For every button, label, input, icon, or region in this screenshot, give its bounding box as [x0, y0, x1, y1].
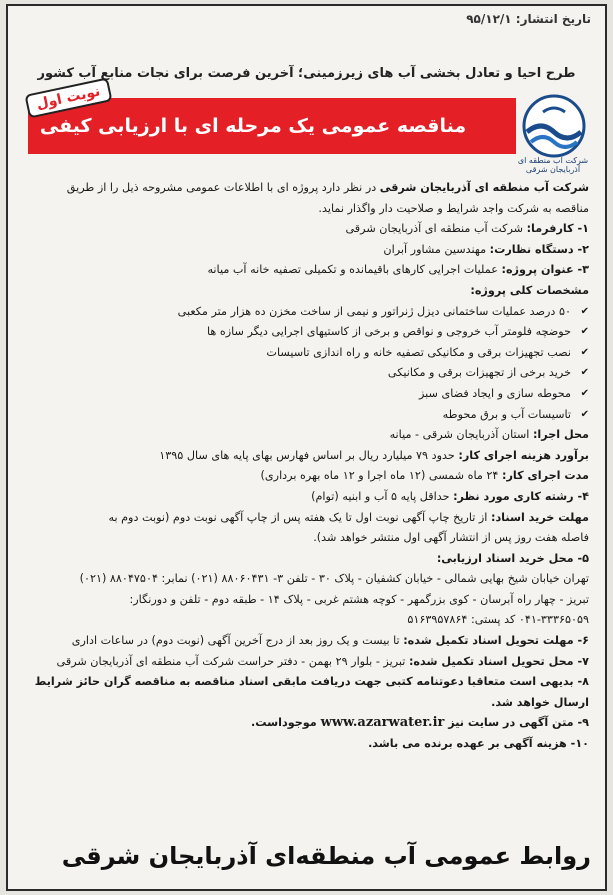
- project-label: ۳- عنوان پروژه:: [501, 263, 589, 277]
- tabriz-phone: ۰۴۱-۳۳۳۶۵۰۵۹ کد پستی: ۵۱۶۳۹۵۷۸۶۴: [407, 613, 589, 627]
- tabriz-address: تبریز - چهار راه آبرسان - کوی بزرگمهر - کوچه هشتم غربی - پلاک ۱۴ - طبقه دوم - تلفن و دورنگار:: [129, 592, 589, 606]
- employer-line: [22, 219, 589, 240]
- purchase-line: [22, 508, 589, 529]
- footer-signature: روابط عمومی آب منطقه‌ای آذربایجان شرقی: [61, 842, 591, 870]
- purchase-label: مهلت خرید اسناد:: [490, 510, 589, 524]
- deadline-label: ۶- مهلت تحویل اسناد تکمیل شده:: [403, 634, 589, 648]
- spec-item: ✔ خرید برخی از تجهیزات برقی و مکانیکی: [22, 363, 589, 384]
- purchase-line-2: فاصله هفت روز پس از انتشار آگهی اول منتشر خواهد شد).: [313, 531, 589, 545]
- grade-value: حداقل پایه ۵ آب و ابنیه (توام): [311, 489, 454, 503]
- deadline-line: [22, 631, 589, 652]
- tehran-address: تهران خیابان شیخ بهایی شمالی - خیابان کشفیان - پلاک ۳۰ - تلفن ۳- ۸۸۰۶۰۴۳۱ (۰۲۱) نمابر: ۸۸۰۴۷۵۰۴ (۰۲۱): [79, 572, 589, 586]
- location-label: محل اجرا:: [532, 428, 589, 442]
- spec-item: ✔ حوضچه فلومتر آب خروجی و نواقص و برخی از کاستیهای اجرایی دیگر سازه ها: [22, 322, 589, 343]
- note-9-pre: ۹- متن آگهی در سایت نیز: [444, 716, 589, 730]
- place-heading: ۵- محل خرید اسناد ارزیابی:: [436, 551, 589, 565]
- project-line: [22, 260, 589, 281]
- supervisor-value: مهندسین مشاور آبران: [383, 242, 490, 256]
- duration-line: [22, 466, 589, 487]
- supervisor-label: ۲- دستگاه نظارت:: [489, 242, 589, 256]
- cost-label: برآورد هزینه اجرای کار:: [458, 448, 589, 462]
- note-10: ۱۰- هزینه آگهی بر عهده برنده می باشد.: [368, 737, 589, 751]
- employer-value: شرکت آب منطقه ای آذربایجان شرقی: [345, 222, 527, 236]
- specs-heading: مشخصات کلی پروژه:: [470, 283, 589, 297]
- website-link[interactable]: www.azarwater.ir: [320, 715, 445, 731]
- publication-date: تاریخ انتشار: ۹۵/۱۲/۱: [466, 12, 591, 26]
- supervisor-line: [22, 240, 589, 261]
- round-badge: نوبت اول: [24, 77, 112, 118]
- spec-item: ✔ نصب تجهیزات برقی و مکانیکی تصفیه خانه و راه اندازی تاسیسات: [22, 343, 589, 364]
- delivery-value: تبریز - بلوار ۲۹ بهمن - دفتر حراست شرکت آب منطقه ای آذربایجان شرقی: [56, 654, 409, 668]
- intro-line-2: مناقصه به شرکت واجد شرایط و صلاحیت دار واگذار نماید.: [318, 201, 589, 215]
- campaign-subtitle: طرح احیا و تعادل بخشی آب های زیرزمینی؛ آخرین فرصت برای نجات منابع آب کشور: [37, 66, 576, 81]
- logo-caption: شرکت آب منطقه ای آذربایجان شرقی: [517, 156, 589, 174]
- intro-text: در نظر دارد پروژه ای با اطلاعات عمومی مشروحه ذیل را از طریق: [66, 181, 380, 194]
- project-value: عملیات اجرایی کارهای باقیمانده و تکمیلی تصفیه خانه آب میانه: [207, 263, 502, 277]
- employer-label: ۱- کارفرما:: [526, 222, 589, 236]
- location-line: [22, 425, 589, 446]
- spec-item: ✔ محوطه سازی و ایجاد فضای سبز: [22, 384, 589, 405]
- purchase-value: از تاریخ چاپ آگهی نوبت اول تا یک هفته پس از چاپ آگهی نوبت دوم (نوبت دوم به: [108, 510, 491, 524]
- duration-label: مدت اجرای کار:: [502, 469, 589, 483]
- grade-label: ۴- رشته کاری مورد نظر:: [453, 489, 589, 503]
- cost-line: [22, 446, 589, 467]
- tender-banner: [28, 83, 516, 154]
- duration-value: ۲۴ ماه شمسی (۱۲ ماه اجرا و ۱۲ ماه بهره برداری): [260, 469, 502, 483]
- cost-value: حدود ۷۹ میلیارد ریال بر اساس فهارس بهای پایه های سال ۱۳۹۵: [159, 448, 459, 462]
- grade-line: [22, 487, 589, 508]
- note-8-cont: ارسال خواهد شد.: [491, 695, 589, 709]
- delivery-line: [22, 652, 589, 673]
- note-9: [22, 713, 589, 734]
- banner-title: مناقصه عمومی یک مرحله ای با ارزیابی کیفی: [39, 115, 467, 137]
- location-value: استان آذربایجان شرقی - میانه: [389, 428, 533, 442]
- advertisement-page: [6, 4, 607, 891]
- tender-body: [22, 178, 589, 755]
- spec-item: ✔ تاسیسات آب و برق محوطه: [22, 405, 589, 426]
- delivery-label: ۷- محل تحویل اسناد تکمیل شده:: [408, 654, 589, 668]
- spec-item: ✔ ۵۰ درصد عملیات ساختمانی دیزل ژنراتور و نیمی از ساخت مخزن ده هزار متر مکعبی: [22, 302, 589, 323]
- intro-company: شرکت آب منطقه ای آذربایجان شرقی: [379, 181, 589, 194]
- note-9-post: موجوداست.: [251, 716, 321, 730]
- intro-line: [22, 178, 589, 199]
- deadline-value: تا بیست و یک روز بعد از درج آخرین آگهی (نوبت دوم) در ساعات اداری: [71, 634, 404, 648]
- note-8: ۸- بدیهی است متعاقبا دعوتنامه کتبی جهت دریافت مابقی اسناد مناقصه به مناقصه گران حائز شرایط: [34, 675, 589, 689]
